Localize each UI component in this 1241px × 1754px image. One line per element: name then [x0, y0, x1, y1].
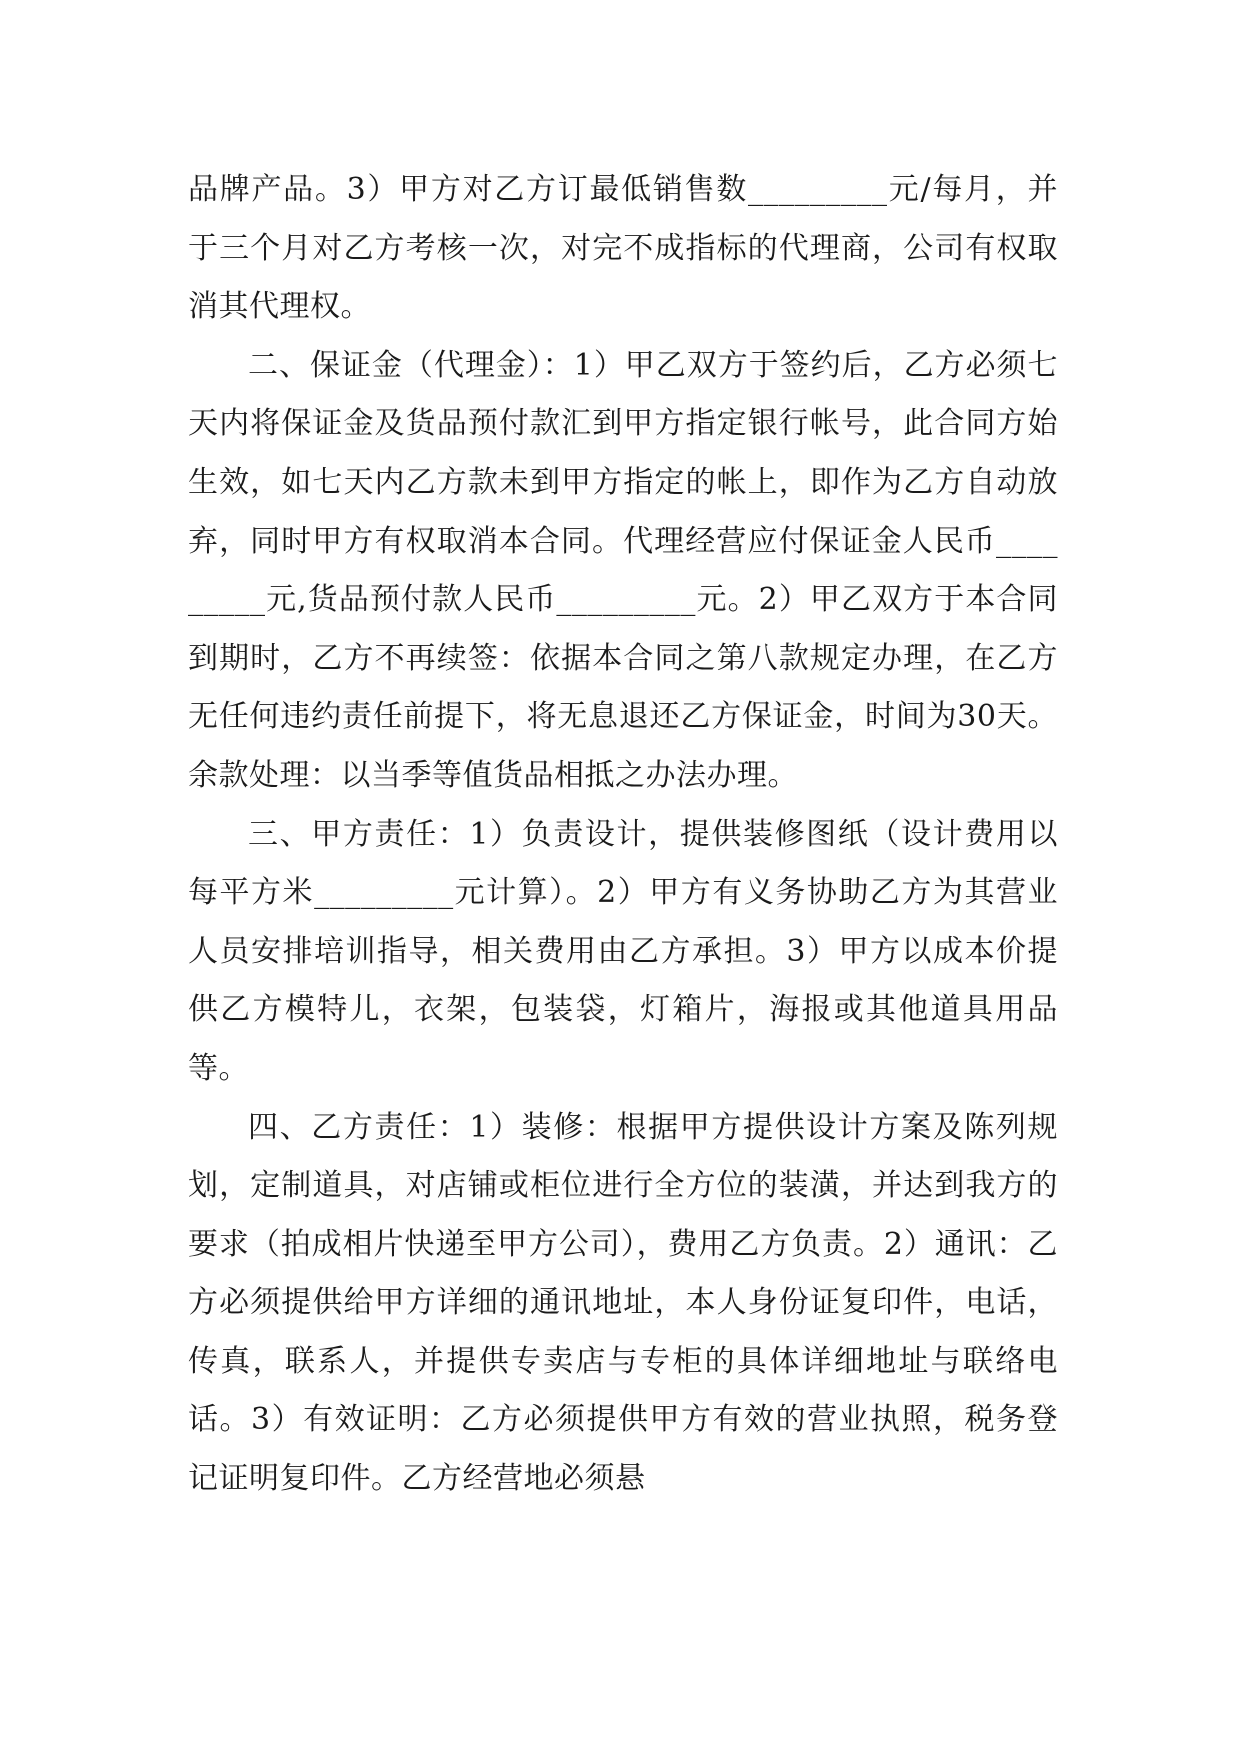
paragraph-party-b-duties: 四、乙方责任：1）装修：根据甲方提供设计方案及陈列规划，定制道具，对店铺或柜位进行全方位的装潢，并达到我方的要求（拍成相片快递至甲方公司），费用乙方负责。2）通讯：乙方必须提供给甲方详细的通讯地址，本人身份证复印件，电话，传真，联系人，并提供专卖店与专柜的具体详细地址与联络电话。3）有效证明：乙方必须提供甲方有效的营业执照，税务登记证明复印件。乙方经营地必须悬: [188, 1109, 1058, 1497]
paragraph-deposit: 二、保证金（代理金）：1）甲乙双方于签约后，乙方必须七天内将保证金及货品预付款汇到甲方指定银行帐号，此合同方始生效，如七天内乙方款未到甲方指定的帐上，即作为乙方自动放弃，同时甲方有权取消本合同。代理经营应付保证金人民币_________元,货品预付款人民币_________元。2）甲乙双方于本合同到期时，乙方不再续签：依据本合同之第八款规定办理，在乙方无任何违约责任前提下，将无息退还乙方保证金，时间为30天。余款处理：以当季等值货品相抵之办法办理。: [188, 347, 1058, 793]
document-body: [188, 161, 1058, 1509]
paragraph-sales-quota: 品牌产品。3）甲方对乙方订最低销售数_________元/每月，并于三个月对乙方考核一次，对完不成指标的代理商，公司有权取消其代理权。: [188, 172, 1058, 325]
paragraph-party-a-duties: 三、甲方责任：1）负责设计，提供装修图纸（设计费用以每平方米_________元计算）。2）甲方有义务协助乙方为其营业人员安排培训指导，相关费用由乙方承担。3）甲方以成本价提供乙方模特儿，衣架，包装袋，灯箱片，海报或其他道具用品等。: [188, 816, 1058, 1086]
